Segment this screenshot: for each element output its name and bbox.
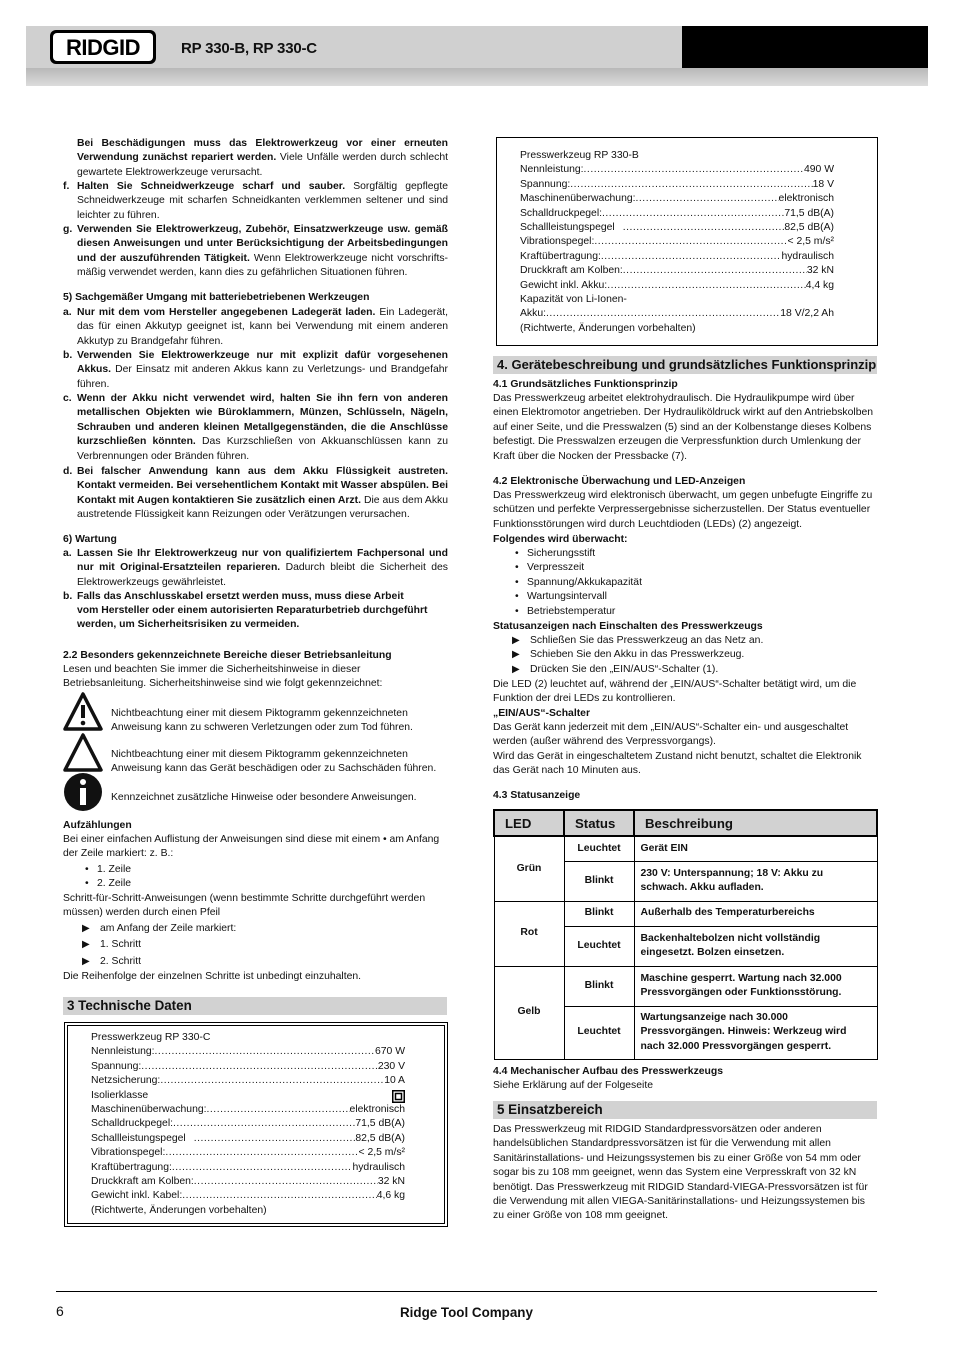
tech-b-akku-label: Kapazität von Li-Ionen- bbox=[520, 293, 627, 305]
tech-row: Netzsicherung: ..... 10 A bbox=[91, 1074, 405, 1088]
ridgid-logo bbox=[50, 30, 156, 64]
section-6-title: 6) Wartung bbox=[63, 534, 117, 545]
tech-row: Gewicht inkl. Kabel: ..... 4,6 kg bbox=[91, 1189, 405, 1203]
page-number: 6 bbox=[56, 1303, 64, 1319]
led-status-table bbox=[493, 809, 878, 1060]
tech-row: Vibrationspegel: ..... < 2,5 m/s² bbox=[91, 1146, 405, 1160]
arrow-item: ▶ Drücken Sie den „EIN/AUS“-Schalter (1). bbox=[493, 663, 878, 677]
tech-data-box-c bbox=[64, 1022, 448, 1227]
picto-2-text: Nichtbeachtung einer mit diesem Piktogramm gekennzeichneten Anweisung kann das Gerät beschädigen oder zu Sachschäden führen. bbox=[111, 749, 437, 775]
item-6b-label: b. bbox=[63, 591, 73, 602]
watch-list bbox=[493, 547, 793, 619]
section-4-4-text: Siehe Erklärung auf der Folgeseite bbox=[493, 1080, 653, 1091]
table-cell: Wartungsanzeige nach 30.000 Pressvorgängen. Hinweis: Werkzeug wird nach 32.000 Pressvorgängen gesperrt. bbox=[634, 1006, 877, 1059]
item-f-label: f. bbox=[63, 181, 70, 192]
status-title: Statusanzeigen nach Einschalten des Presswerkzeugs bbox=[493, 621, 763, 632]
list-item: • Wartungsintervall bbox=[493, 590, 793, 604]
picto-3-text: Kennzeichnet zusätzliche Hinweise oder besondere Anweisungen. bbox=[111, 792, 417, 803]
item-5b-label: b. bbox=[63, 350, 73, 361]
tech-b-content bbox=[520, 149, 834, 336]
tech-row: Kraftübertragung: ..... hydraulisch bbox=[91, 1161, 405, 1175]
warning-triangle-icon bbox=[63, 692, 103, 732]
switch-text-1: Das Gerät kann jederzeit mit dem „EIN/AUS“-Schalter ein- und ausgeschaltet werden (außer während des Verpressvorgangs). bbox=[493, 722, 849, 748]
arrow-item: ▶ 1. Schritt bbox=[63, 938, 363, 952]
item-5c-text: Wenn der Akku nicht verwendet wird, halten Sie ihn fern von anderen metallischen Objekten wie Büroklammern, Münzen, Schlüsseln, Nägeln, Schrauben und anderen kleinen Metallgegenständen, die die Anschlüsse kurzschließen könnten. Das Kurzschließen von Akkuanschlüssen kann zu Verbrennungen oder Bränden führen. bbox=[77, 393, 448, 462]
tech-row: Schalldruckpegel: ..... 71,5 dB(A) bbox=[520, 207, 834, 221]
info-icon bbox=[63, 772, 103, 812]
tech-row: Nennleistung: ..... 670 W bbox=[91, 1045, 405, 1059]
tech-c-content bbox=[91, 1031, 405, 1218]
svg-text:RIDGID: RIDGID bbox=[66, 35, 140, 60]
led-yellow: Gelb bbox=[494, 966, 564, 1059]
tech-row: Spannung: ..... 230 V bbox=[91, 1060, 405, 1074]
table-cell: Gerät EIN bbox=[634, 836, 877, 861]
section-4-1-title: 4.1 Grundsätzliches Funktionsprinzip bbox=[493, 379, 678, 390]
item-5c-label: c. bbox=[63, 393, 72, 404]
section-5-text: Das Presswerkzeug mit RIDGID Standardpressvorsätzen oder anderen handelsüblichen Standardpressvorsätzen ist für die Verwendung mit allen Sanitärinstallations- und Heizungssystemen bis zu einer Größe von 54 mm oder sogar bis zu 108 mm geeignet, wenn das System eine Verpresskraft von 32 kN benötigt. Das Presswerkzeug mit RIDGID Standard-VIEGA-Pressvorsätzen ist für die Verwendung mit allen VIEGA-Sanitärinstallations- und Heizungssystemen bis zu einer Größe von 108 mm geeignet. bbox=[493, 1124, 868, 1222]
tech-row: Spannung: ..... 18 V bbox=[520, 178, 834, 192]
list-item: • 2. Zeile bbox=[63, 877, 363, 891]
tech-row: Schalldruckpegel: ..... 71,5 dB(A) bbox=[91, 1117, 405, 1131]
item-6a-label: a. bbox=[63, 548, 72, 559]
tech-row: Vibrationspegel: ..... < 2,5 m/s² bbox=[520, 235, 834, 249]
item-g-text: Verwenden Sie Elektrowerkzeug, Zubehör, Einsatzwerkzeuge usw. gemäß diesen Anweisungen und unter Berücksichtigung der Arbeitsbedingungen und der auszuführenden Tätigkeit. Wenn Elektrowerkzeuge nicht vorschrifts-mäßig verwendet werden, kann dies zu gefährlichen Situationen führen. bbox=[77, 224, 449, 279]
tech-row: Akku: ..... 18 V/2,2 Ah bbox=[520, 307, 834, 321]
table-header: Status bbox=[564, 810, 634, 836]
arrow-item: ▶ am Anfang der Zeile markiert: bbox=[63, 922, 363, 936]
table-cell: Backenhaltebolzen nicht vollständig eingesetzt. Bolzen einsetzen. bbox=[634, 926, 877, 966]
footer-divider bbox=[56, 1291, 877, 1292]
table-header: Beschreibung bbox=[634, 810, 877, 836]
table-cell: Leuchtet bbox=[564, 926, 634, 966]
tech-row: Maschinenüberwachung: ..... elektronisch bbox=[91, 1103, 405, 1117]
list-item: • Betriebstemperatur bbox=[493, 605, 793, 619]
item-5d-text: Bei falscher Anwendung kann aus dem Akku Flüssigkeit austreten. Kontakt vermeiden. Bei versehentlichem Kontakt mit Wasser abspülen. Bei Kontakt mit Augen kontaktieren Sie zusätzlich einen Arzt. Die aus dem Akku austretende Flüssigkeit kann Reizungen oder Verätzungen verursachen. bbox=[77, 466, 448, 521]
switch-text-2: Wird das Gerät in eingeschaltetem Zustand nicht benutzt, schaltet die Elektronik das Gerät nach 10 Minuten aus. bbox=[493, 751, 862, 777]
section-4-2-text: Das Presswerkzeug wird elektronisch überwacht, um gegen unbefugte Eingriffe zu schützen und perfekte Verpressergebnisse sicherzustellen. Der Status eventueller Funktionsstörungen wird durch Leuchtdioden (LEDs) (2) angezeigt. bbox=[493, 490, 873, 530]
tech-row: Gewicht inkl. Akku: ..... 4,4 kg bbox=[520, 279, 834, 293]
arrow-item: ▶ Schieben Sie den Akku in das Presswerkzeug. bbox=[493, 648, 878, 662]
section-4-2-title: 4.2 Elektronische Überwachung und LED-Anzeigen bbox=[493, 476, 746, 487]
item-6b-text-1: Falls das Anschlusskabel ersetzt werden muss, muss diese Arbeit bbox=[77, 591, 404, 602]
aufzaehlungen-text-2: Schritt-für-Schritt-Anweisungen (wenn bestimmte Schritte durchgeführt werden müssen) werden durch einen Pfeil bbox=[63, 893, 426, 919]
aufzaehlungen-title: Aufzählungen bbox=[63, 820, 132, 831]
section-2-2-title: 2.2 Besonders gekennzeichnete Bereiche dieser Betriebsanleitung bbox=[63, 650, 392, 661]
table-header: LED bbox=[494, 810, 564, 836]
table-cell: Blinkt bbox=[564, 966, 634, 1006]
item-f-text: Halten Sie Schneidwerkzeuge scharf und sauber. Sorgfältig gepflegte Schneidwerkzeuge mit scharfen Schneidkanten verklemmen seltener und sind leichter zu führen. bbox=[77, 181, 448, 221]
section-2-2-text: Lesen und beachten Sie immer die Sicherheitshinweise in dieser Betriebsanleitung. Sicherheitshinweise sind wie folgt gekennzeichnet: bbox=[63, 664, 383, 690]
arrow-item: ▶ 2. Schritt bbox=[63, 955, 363, 969]
table-cell: Blinkt bbox=[564, 861, 634, 901]
table-cell: 230 V: Unterspannung; 18 V: Akku zu schwach. Akku aufladen. bbox=[634, 861, 877, 901]
section-3-heading: 3 Technische Daten bbox=[63, 997, 447, 1015]
caution-triangle-icon bbox=[63, 733, 103, 773]
led-green: Grün bbox=[494, 836, 564, 901]
watch-title: Folgendes wird überwacht: bbox=[493, 534, 628, 545]
header-black-block bbox=[682, 26, 928, 68]
tech-row: Isolierklasse bbox=[91, 1089, 405, 1103]
tech-row: Schallleistungspegel ..... 82,5 dB(A) bbox=[91, 1132, 405, 1146]
insulation-class-icon bbox=[392, 1090, 405, 1103]
status-steps bbox=[493, 634, 878, 677]
tech-row: Nennleistung: ..... 490 W bbox=[520, 163, 834, 177]
switch-title: „EIN/AUS“-Schalter bbox=[493, 708, 591, 719]
item-6b-text-2: vom Hersteller oder einem autorisierten Reparaturbetrieb durchgeführt werden, um Sicherheitsrisiken zu vermeiden. bbox=[77, 605, 428, 631]
item-5a-label: a. bbox=[63, 307, 72, 318]
aufzaehlungen-arrows bbox=[63, 922, 363, 969]
tech-data-box-b bbox=[496, 137, 878, 346]
section-5-title: 5) Sachgemäßer Umgang mit batteriebetriebenen Werkzeugen bbox=[63, 292, 370, 303]
footer-company: Ridge Tool Company bbox=[400, 1305, 533, 1320]
list-item: • Sicherungsstift bbox=[493, 547, 793, 561]
item-5a-text: Nur mit dem vom Hersteller angegebenen Ladegerät laden. Ein Ladegerät, das für einen Akkutyp geeignet ist, kann bei Verwendung mit einem anderen Akkutyp zu Brandgefahr führen. bbox=[77, 307, 448, 347]
tech-b-note: (Richtwerte, Änderungen vorbehalten) bbox=[520, 322, 696, 334]
tech-c-note: (Richtwerte, Änderungen vorbehalten) bbox=[91, 1204, 267, 1216]
section-4-4-title: 4.4 Mechanischer Aufbau des Presswerkzeugs bbox=[493, 1066, 724, 1077]
aufzaehlungen-bullets bbox=[63, 863, 363, 892]
document-title: RP 330-B, RP 330-C bbox=[181, 40, 317, 57]
section-4-heading: 4. Gerätebeschreibung und grundsätzliches Funktionsprinzip bbox=[493, 356, 877, 374]
list-item: • 1. Zeile bbox=[63, 863, 363, 877]
aufzaehlungen-text-3: Die Reihenfolge der einzelnen Schritte ist unbedingt einzuhalten. bbox=[63, 971, 362, 982]
tech-row: Schallleistungspegel ..... 82,5 dB(A) bbox=[520, 221, 834, 235]
aufzaehlungen-text: Bei einer einfachen Auflistung der Anweisungen sind diese mit einem • am Anfang der Zeile markiert: z. B.: bbox=[63, 834, 440, 860]
table-cell: Außerhalb des Temperaturbereichs bbox=[634, 901, 877, 926]
intro-paragraph: Bei Beschädigungen muss das Elektrowerkzeug vor einer erneuten Verwendung zunächst repariert werden. Viele Unfälle werden durch schlecht gewartete Elektrowerkzeuge verursacht. bbox=[77, 138, 448, 178]
picto-1-text: Nichtbeachtung einer mit diesem Piktogramm gekennzeichneten Anweisung kann zu schweren Verletzungen oder zum Tod führen. bbox=[111, 708, 413, 734]
arrow-item: ▶ Schließen Sie das Presswerkzeug an das Netz an. bbox=[493, 634, 878, 648]
table-cell: Maschine gesperrt. Wartung nach 32.000 Pressvorgängen oder Funktionsstörung. bbox=[634, 966, 877, 1006]
led-text: Die LED (2) leuchtet auf, während der „EIN/AUS“-Schalter betätigt wird, um die Funktion der drei LEDs zu kontrollieren. bbox=[493, 679, 857, 705]
section-5-heading: 5 Einsatzbereich bbox=[493, 1101, 877, 1119]
section-4-3-title: 4.3 Statusanzeige bbox=[493, 790, 581, 801]
led-red: Rot bbox=[494, 901, 564, 966]
table-cell: Blinkt bbox=[564, 901, 634, 926]
header-shadow bbox=[26, 68, 928, 86]
tech-row: Kraftübertragung: ..... hydraulisch bbox=[520, 250, 834, 264]
section-4-1-text: Das Presswerkzeug arbeitet elektrohydraulisch. Die Hydraulikpumpe wird über einen Elektromotor angetrieben. Der Hydrauliköldruck wirkt auf den Antriebskolben auf einer Seite, und die Presswalzen (5) sind an der Kolbenstange dieses Kolbens befestigt. Die Presswalzen erzeugen die Verpressfunktion durch Umlenkung der Kraft über die Nocken der Pressbacke (7). bbox=[493, 393, 874, 462]
tech-c-title: Presswerkzeug RP 330-C bbox=[91, 1032, 211, 1043]
tech-row: Maschinenüberwachung: ..... elektronisch bbox=[520, 192, 834, 206]
item-5d-label: d. bbox=[63, 466, 73, 477]
tech-row: Druckkraft am Kolben: ..... 32 kN bbox=[91, 1175, 405, 1189]
tech-b-title: Presswerkzeug RP 330-B bbox=[520, 150, 639, 161]
list-item: • Verpresszeit bbox=[493, 561, 793, 575]
item-6a-text: Lassen Sie Ihr Elektrowerkzeug nur von qualifiziertem Fachpersonal und nur mit Original-Ersatzteilen reparieren. Dadurch bleibt die Sicherheit des Elektrowerkzeugs gewährleistet. bbox=[77, 548, 448, 588]
item-g-label: g. bbox=[63, 224, 73, 235]
tech-row: Druckkraft am Kolben: ..... 32 kN bbox=[520, 264, 834, 278]
item-5b-text: Verwenden Sie Elektrowerkzeuge nur mit explizit dafür vorgesehenen Akkus. Der Einsatz mit anderen Akkus kann zu Verletzungs- und Brandgefahr führen. bbox=[77, 350, 448, 390]
list-item: • Spannung/Akkukapazität bbox=[493, 576, 793, 590]
table-cell: Leuchtet bbox=[564, 1006, 634, 1059]
table-cell: Leuchtet bbox=[564, 836, 634, 861]
